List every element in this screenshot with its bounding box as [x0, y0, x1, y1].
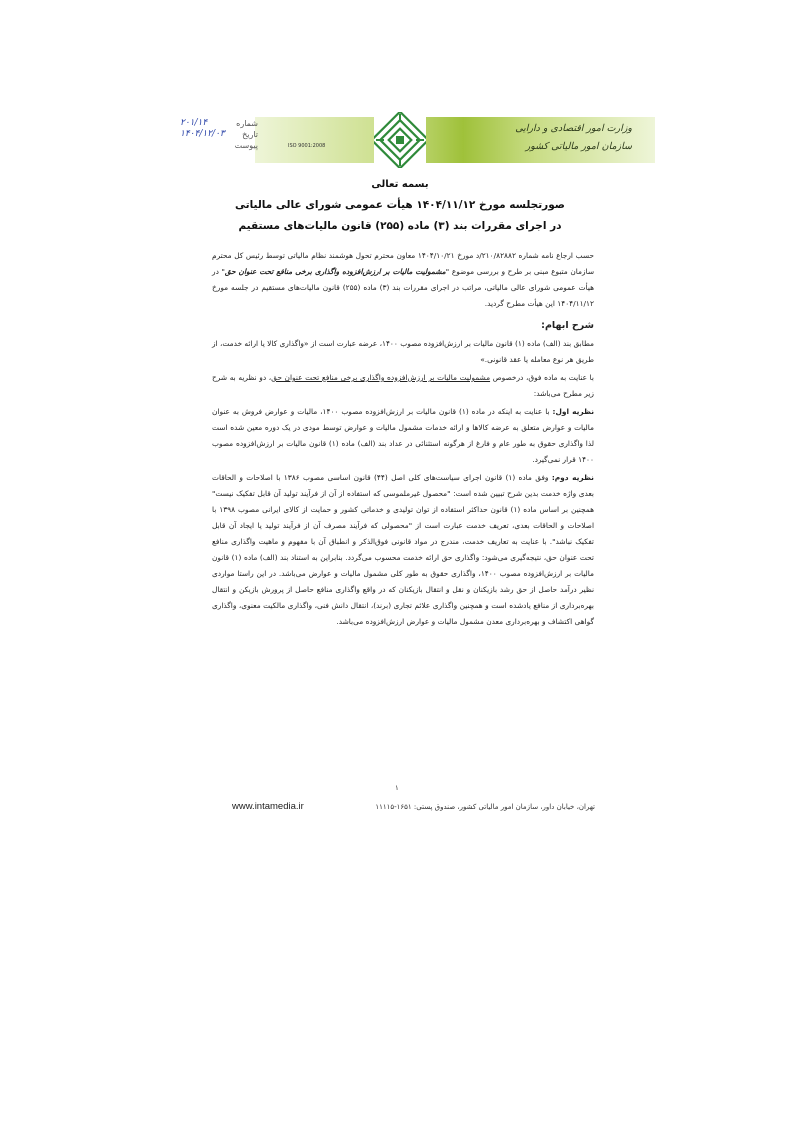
page-number: ۱ — [395, 784, 399, 792]
document-titles — [150, 175, 650, 237]
view-2-text: وفق ماده (۱) قانون اجرای سیاست‌های کلی اصل (۴۴) قانون اساسی مصوب ۱۳۸۶ با اصلاحات و الحاقات بعدی واژه خدمت بدین شرح تبیین شده است: "محصول غیرملموسی که استفاده از آن از فرآیند تولید آن قابل تفکیک نیست" همچنین بر اساس ماده (۱) قانون حداکثر استفاده از توان تولیدی و خدماتی کشور و حمایت از کالای ایرانی مصوب ۱۳۹۸ با اصلاحات و الحاقات بعدی، تعریف خدمت عبارت است از "محصولی که فرآیند مصرف آن از فرآیند تولید یا ایجاد آن قابل تفکیک نباشد". با عنایت به تعاریف خدمت، مندرج در مواد قانونی فوق‌الذکر و انطباق آن با مفهوم و ماهیت واگذاری منافع تحت عنوان حق، نتیجه‌گیری می‌شود: واگذاری حق ارائه خدمت محسوب می‌گردد. بنابراین به استناد بند (الف) ماده (۱) قانون مالیات بر ارزش‌افزوده مصوب ۱۴۰۰، واگذاری حقوق به طور کلی مشمول مالیات و عوارض می‌باشد. در این راستا مواردی نظیر درآمد حاصل از حق رشد بازیکنان و نقل و انتقال بازیکنان که در واقع واگذاری منافع حاصل از پرورش بازیکن و انتقال بهره‌برداری از منافع یادشده است و همچنین واگذاری علائم تجاری (برند)، انتقال دانش فنی، واگذاری مالکیت معنوی، واگذاری گواهی اکتشاف و بهره‌برداری معدن مشمول مالیات و عوارض ارزش‌افزوده می‌باشد. — [212, 473, 595, 626]
section-heading: شرح ابهام: — [541, 320, 594, 331]
title-line-2: در اجرای مقررات بند (۳) ماده (۲۵۵) قانون مالیات‌های مستقیم — [238, 220, 562, 232]
organization-name: سازمان امور مالیاتی کشور — [525, 141, 632, 152]
intro-text-a: حسب ارجاع نامه شماره ۲۱۰/۸۲۸۸۲/د مورخ ۱۴۰۴/۱۰/۲۱ معاون محترم تحول هوشمند نظام مالیاتی توسط رئیس کل محترم سازمان متبوع مبنی بر طرح و بررسی موضوع " — [212, 251, 595, 276]
intro-emphasis: مشمولیت مالیات بر ارزش‌افزوده واگذاری برخی منافع تحت عنوان حق — [224, 267, 446, 276]
footer-address: تهران، خیابان داور، سازمان امور مالیاتی کشور، صندوق پستی: ۱۶۵۱-۱۱۱۱۵ — [375, 803, 595, 811]
intro-text-b: " در هیأت عمومی شورای عالی مالیاتی، مراتب در اجرای مقررات بند (۳) ماده (۲۵۵) قانون مالیات‌های مستقیم در جلسه مورخ ۱۴۰۴/۱۱/۱۲ این هیأت مطرح گردید. — [212, 267, 594, 308]
intro-paragraph — [212, 248, 594, 312]
paragraph-2 — [212, 370, 594, 402]
basmala: بسمه تعالی — [371, 179, 429, 190]
view-1-text: با عنایت به اینکه در ماده (۱) قانون مالیات بر ارزش‌افزوده مصوب ۱۴۰۰، مالیات و عوارض فروش به عنوان مالیات و عوارض متعلق به عرضه کالاها و ارائه خدمات مشمول مالیات و عوارض توسط مودی در یک دوره معین شده است لذا واگذاری حقوق به طور عام و فارغ از هرگونه استثنائی در عداد بند (الف) ماده (۱) قانون مالیات بر ارزش‌افزوده مصوب ۱۴۰۰ قرار نمی‌گیرد. — [212, 407, 594, 464]
date-label: تاریخ — [242, 130, 258, 139]
view-1-label: نظریه اول: — [552, 407, 594, 416]
letter-meta — [180, 118, 258, 151]
paragraph-1: مطابق بند (الف) ماده (۱) قانون مالیات بر ارزش‌افزوده مصوب ۱۴۰۰، عرضه عبارت است از «واگذاری کالا یا ارائه خدمت، از طریق هر نوع معامله یا عقد قانونی.» — [212, 339, 594, 364]
number-label: شماره — [236, 119, 258, 128]
document-body — [212, 248, 594, 632]
view-1-paragraph — [212, 404, 594, 468]
date-value: ۱۴۰۴/۱۲/۰۳ — [180, 129, 225, 139]
tax-organization-logo-icon — [374, 112, 426, 168]
ministry-header — [492, 120, 632, 156]
title-line-1: صورتجلسه مورخ ۱۴۰۴/۱۱/۱۲ هیأت عمومی شورای عالی مالیاتی — [235, 199, 565, 211]
iso-certification-label: ISO 9001:2008 — [288, 143, 326, 149]
p2-text-a: با عنایت به ماده فوق، درخصوص — [490, 373, 594, 382]
footer-website-link[interactable]: www.intamedia.ir — [232, 801, 304, 812]
p2-underlined: مشمولیت مالیات بر ارزش‌افزوده واگذاری برخی منافع تحت عنوان حق — [271, 373, 491, 382]
ministry-name: وزارت امور اقتصادی و دارایی — [515, 123, 632, 134]
number-value: ۲۰۱/۱۴ — [180, 118, 208, 128]
view-2-paragraph — [212, 470, 594, 630]
view-2-label: نظریه دوم: — [551, 473, 594, 482]
p2-text-b: ، دو نظریه به شرح زیر مطرح می‌باشد: — [212, 373, 594, 398]
attachment-label: پیوست — [234, 141, 258, 150]
